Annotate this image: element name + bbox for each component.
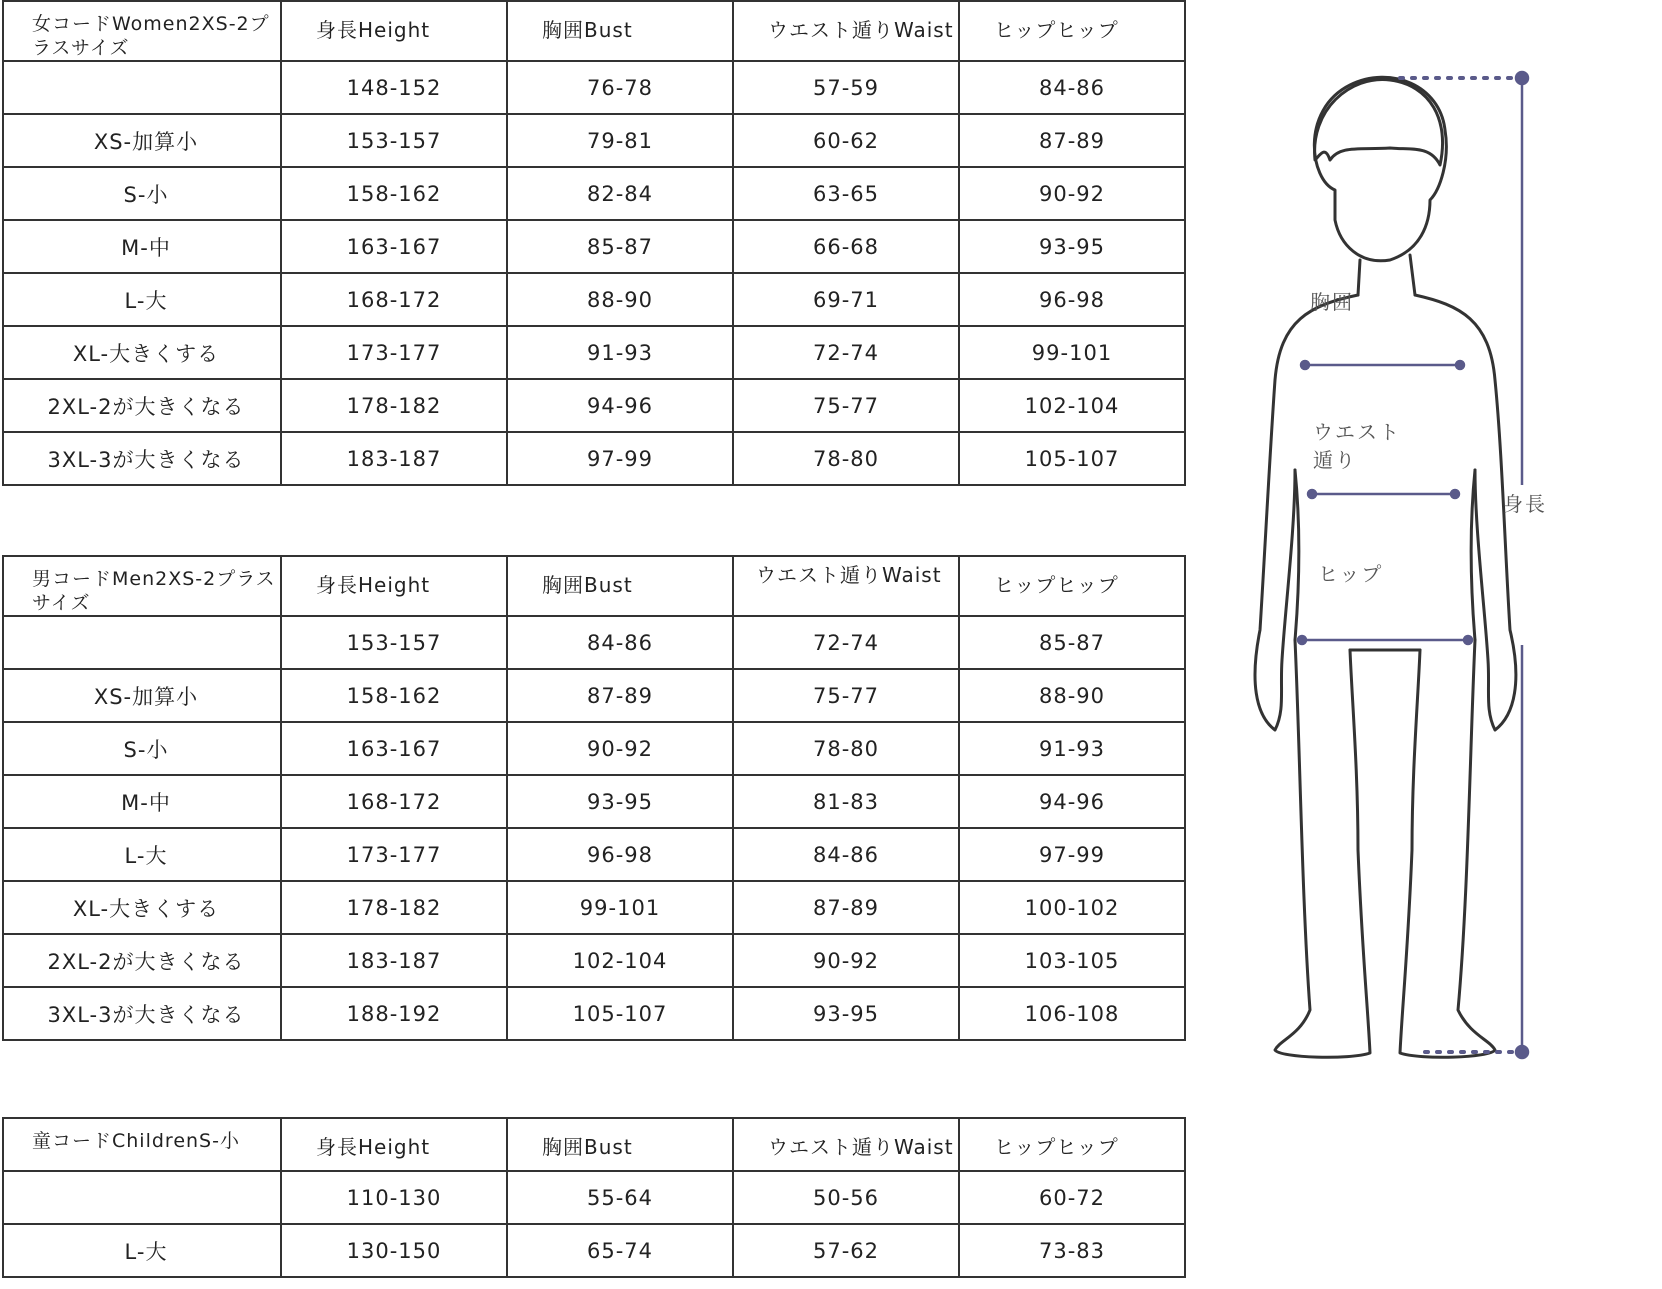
cell-waist: 66-68 [733,220,959,273]
cell-waist: 81-83 [733,775,959,828]
cell-waist: 78-80 [733,722,959,775]
cell-hip: 97-99 [959,828,1185,881]
body-outline [1255,77,1516,1057]
cell-waist: 78-80 [733,432,959,485]
cell-waist: 75-77 [733,669,959,722]
header-height: 身長Height [281,556,507,616]
measure-dot [1451,490,1459,498]
cell-size: M-中 [3,220,281,273]
cell-bust: 94-96 [507,379,733,432]
table-row [3,167,1185,220]
cell-height: 183-187 [281,934,507,987]
cell-bust: 79-81 [507,114,733,167]
body-outline-illustration [1240,50,1660,1150]
cell-hip: 96-98 [959,273,1185,326]
table-row [3,987,1185,1040]
cell-waist: 69-71 [733,273,959,326]
cell-waist: 93-95 [733,987,959,1040]
women-size-table [2,0,1186,486]
cell-waist: 72-74 [733,326,959,379]
cell-waist: 75-77 [733,379,959,432]
header-hip: ヒップヒップ [959,1118,1185,1171]
measure-dot [1456,361,1464,369]
table-row [3,61,1185,114]
table-row [3,1224,1185,1277]
cell-bust: 85-87 [507,220,733,273]
cell-height: 130-150 [281,1224,507,1277]
measure-dot [1298,636,1306,644]
cell-size: XS-加算小 [3,114,281,167]
cell-bust: 96-98 [507,828,733,881]
table-row [3,220,1185,273]
table-row [3,616,1185,669]
measure-dot [1464,636,1472,644]
cell-waist: 57-62 [733,1224,959,1277]
cell-waist: 90-92 [733,934,959,987]
men-size-table [2,555,1186,1041]
cell-size: XL-大きくする [3,881,281,934]
cell-bust: 82-84 [507,167,733,220]
table-row [3,722,1185,775]
cell-hip: 85-87 [959,616,1185,669]
table-header-row [3,1118,1185,1171]
cell-size: S-小 [3,167,281,220]
cell-size: L-大 [3,273,281,326]
waist-label: ウエスト遁り [1313,420,1401,472]
table-header-row [3,556,1185,616]
cell-hip: 103-105 [959,934,1185,987]
table-row [3,432,1185,485]
cell-height: 148-152 [281,61,507,114]
cell-height: 173-177 [281,326,507,379]
table-row [3,114,1185,167]
cell-hip: 87-89 [959,114,1185,167]
cell-bust: 93-95 [507,775,733,828]
table-row [3,775,1185,828]
table-row [3,1171,1185,1224]
cell-hip: 88-90 [959,669,1185,722]
cell-hip: 94-96 [959,775,1185,828]
cell-bust: 55-64 [507,1171,733,1224]
cell-waist: 87-89 [733,881,959,934]
header-height: 身長Height [281,1,507,61]
cell-bust: 91-93 [507,326,733,379]
cell-bust: 84-86 [507,616,733,669]
height-bottom-dot [1516,1046,1528,1058]
cell-bust: 87-89 [507,669,733,722]
cell-size: 3XL-3が大きくなる [3,432,281,485]
table-row [3,881,1185,934]
cell-bust: 76-78 [507,61,733,114]
cell-hip: 105-107 [959,432,1185,485]
cell-height: 178-182 [281,379,507,432]
cell-hip: 93-95 [959,220,1185,273]
header-bust: 胸囲Bust [507,1118,733,1171]
cell-height: 153-157 [281,616,507,669]
cell-size: L-大 [3,828,281,881]
cell-size: XS-加算小 [3,669,281,722]
header-hip: ヒップヒップ [959,556,1185,616]
cell-height: 163-167 [281,722,507,775]
table-row [3,273,1185,326]
table-row [3,669,1185,722]
cell-hip: 106-108 [959,987,1185,1040]
cell-bust: 65-74 [507,1224,733,1277]
height-label: 身長 [1503,492,1547,516]
cell-height: 168-172 [281,775,507,828]
cell-size: S-小 [3,722,281,775]
cell-size: L-大 [3,1224,281,1277]
measure-dot [1301,361,1309,369]
cell-waist: 57-59 [733,61,959,114]
cell-height: 110-130 [281,1171,507,1224]
cell-waist: 84-86 [733,828,959,881]
cell-height: 188-192 [281,987,507,1040]
cell-hip: 84-86 [959,61,1185,114]
cell-height: 153-157 [281,114,507,167]
cell-bust: 88-90 [507,273,733,326]
cell-hip: 73-83 [959,1224,1185,1277]
cell-waist: 72-74 [733,616,959,669]
header-bust: 胸囲Bust [507,556,733,616]
cell-waist: 60-62 [733,114,959,167]
cell-hip: 90-92 [959,167,1185,220]
cell-height: 158-162 [281,167,507,220]
header-size: 男コードMen2XS-2プラスサイズ [3,556,281,616]
cell-hip: 60-72 [959,1171,1185,1224]
cell-waist: 63-65 [733,167,959,220]
height-top-dot [1516,72,1528,84]
cell-hip: 102-104 [959,379,1185,432]
cell-height: 158-162 [281,669,507,722]
cell-waist: 50-56 [733,1171,959,1224]
cell-size: 3XL-3が大きくなる [3,987,281,1040]
cell-size [3,61,281,114]
cell-size [3,1171,281,1224]
body-measurement-figure [1240,50,1660,1150]
cell-height: 173-177 [281,828,507,881]
header-waist: ウエスト遁りWaist [733,556,959,616]
hip-label: ヒップ [1318,562,1384,586]
table-row [3,934,1185,987]
cell-bust: 99-101 [507,881,733,934]
cell-bust: 97-99 [507,432,733,485]
cell-height: 168-172 [281,273,507,326]
cell-bust: 90-92 [507,722,733,775]
cell-height: 163-167 [281,220,507,273]
table-row [3,326,1185,379]
header-height: 身長Height [281,1118,507,1171]
cell-size: XL-大きくする [3,326,281,379]
cell-bust: 102-104 [507,934,733,987]
cell-height: 183-187 [281,432,507,485]
measure-dot [1308,490,1316,498]
header-waist: ウエスト遁りWaist [733,1118,959,1171]
header-size: 童コードChildrenS-小 [3,1118,281,1171]
cell-hip: 100-102 [959,881,1185,934]
cell-height: 178-182 [281,881,507,934]
header-hip: ヒップヒップ [959,1,1185,61]
cell-hip: 99-101 [959,326,1185,379]
cell-size: 2XL-2が大きくなる [3,379,281,432]
children-size-table [2,1117,1186,1278]
chest-label: 胸囲 [1310,290,1354,314]
cell-bust: 105-107 [507,987,733,1040]
table-header-row [3,1,1185,61]
header-size: 女コードWomen2XS-2プラスサイズ [3,1,281,61]
header-waist: ウエスト遁りWaist [733,1,959,61]
cell-size: M-中 [3,775,281,828]
cell-size: 2XL-2が大きくなる [3,934,281,987]
cell-hip: 91-93 [959,722,1185,775]
table-row [3,379,1185,432]
table-row [3,828,1185,881]
cell-size [3,616,281,669]
header-bust: 胸囲Bust [507,1,733,61]
